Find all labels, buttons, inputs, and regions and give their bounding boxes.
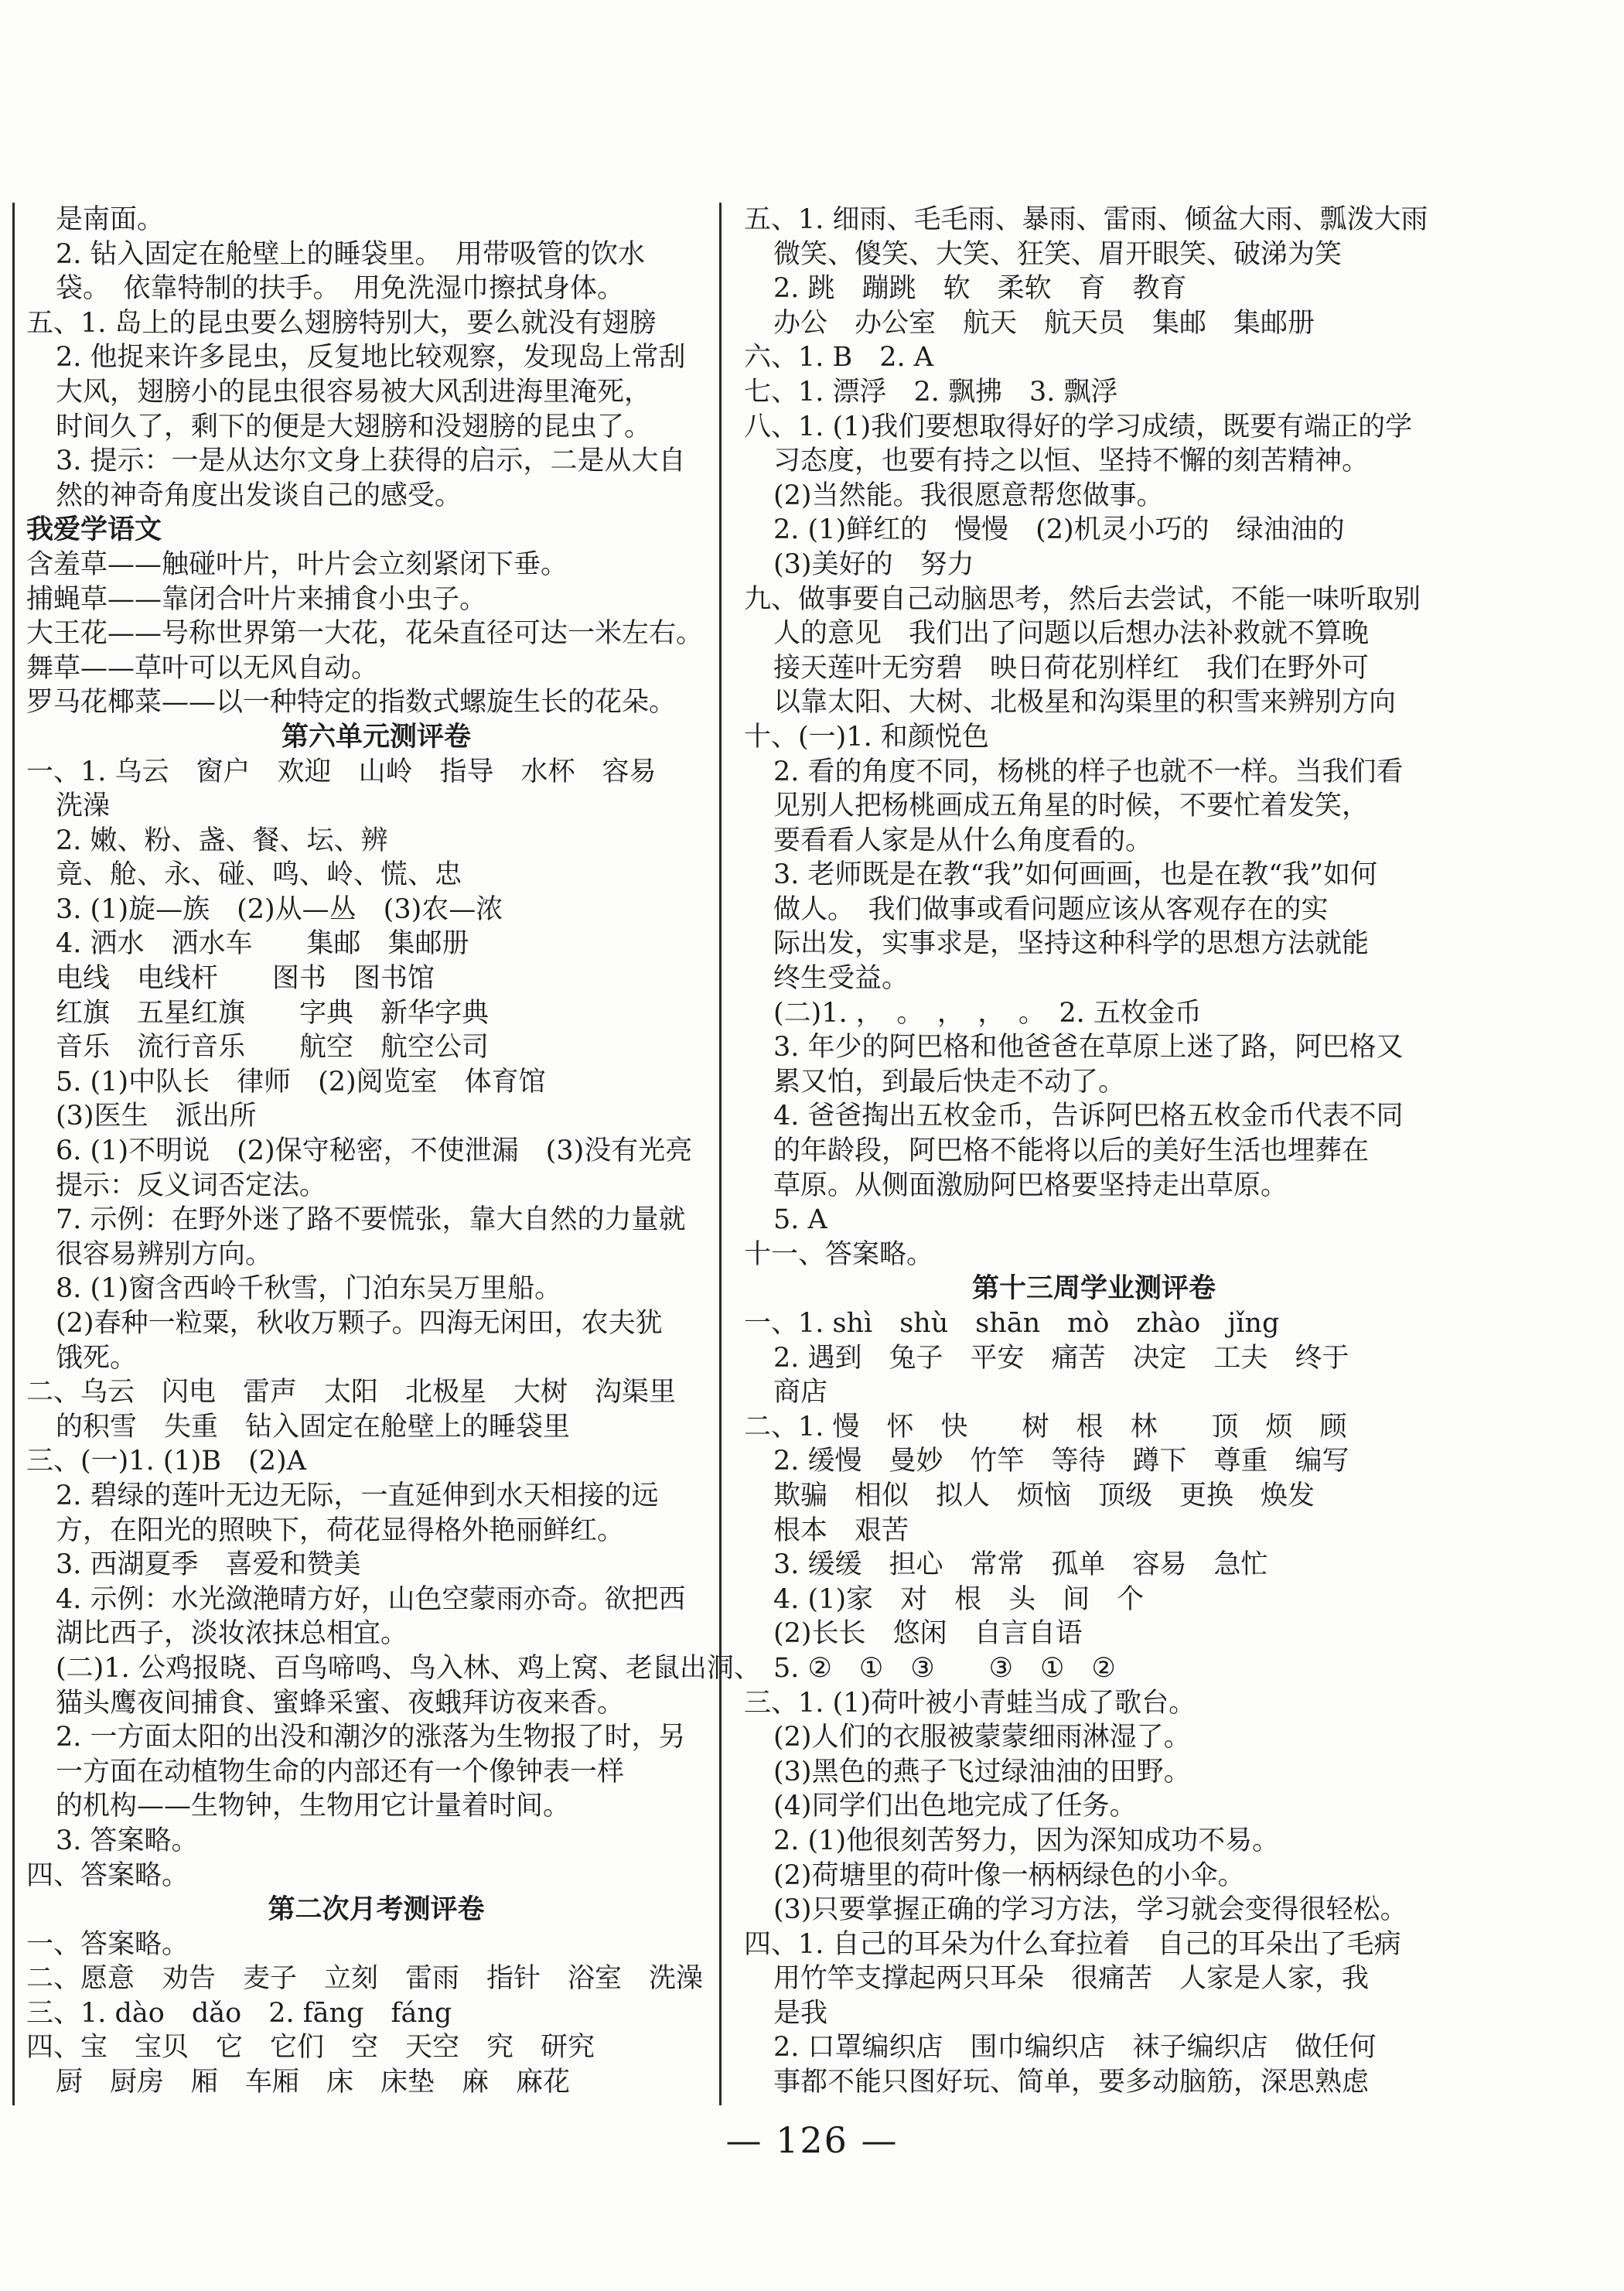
answer-line: (2)长长 悠闲 自言自语 — [773, 1618, 1083, 1650]
answer-line: 袋。 依靠特制的扶手。 用免洗湿巾擦拭身体。 — [56, 273, 625, 305]
answer-line: 累又怕，到最后快走不动了。 — [773, 1066, 1126, 1098]
answer-line: (二)1. 公鸡报晓、百鸟啼鸣、鸟入林、鸡上窝、老鼠出洞、 — [56, 1652, 761, 1684]
left-answer-column — [26, 203, 761, 2100]
answer-line: 十、(一)1. 和颜悦色 — [744, 721, 989, 753]
section-title: 第六单元测评卷 — [281, 720, 471, 753]
answer-line: 4. (1)家 对 根 头 间 个 — [773, 1583, 1145, 1615]
answer-line: 厨 厨房 厢 车厢 床 床垫 麻 麻花 — [56, 2067, 571, 2098]
answer-line: 的年龄段，阿巴格不能将以后的美好生活也埋葬在 — [773, 1135, 1370, 1167]
answer-line: 方，在阳光的照映下，荷花显得格外艳丽鲜红。 — [56, 1514, 625, 1546]
answer-line: 商店 — [773, 1377, 828, 1408]
answer-line: 三、1. (1)荷叶被小青蛙当成了歌台。 — [744, 1687, 1196, 1719]
answer-line: 四、宝 宝贝 它 它们 空 天空 究 研究 — [26, 2032, 595, 2064]
answer-line: 洗澡 — [56, 790, 111, 822]
answer-line: 很容易辨别方向。 — [56, 1238, 273, 1270]
answer-line: 五、1. 细雨、毛毛雨、暴雨、雷雨、倾盆大雨、瓢泼大雨 — [744, 204, 1428, 235]
answer-line: (4)同学们出色地完成了任务。 — [773, 1791, 1137, 1822]
right-answer-column — [744, 203, 1444, 2100]
answer-line: 3. (1)旋—族 (2)从—丛 (3)农—浓 — [56, 893, 503, 925]
answer-line: 用竹竿支撑起两只耳朵 很痛苦 人家是人家，我 — [773, 1963, 1370, 1995]
answer-line: 7. 示例：在野外迷了路不要慌张，靠大自然的力量就 — [56, 1204, 686, 1236]
answer-line: 以靠太阳、大树、北极星和沟渠里的积雪来辨别方向 — [773, 687, 1397, 719]
answer-line: 习态度，也要有持之以恒、坚持不懈的刻苦精神。 — [773, 446, 1370, 477]
answer-line: 5. A — [773, 1204, 827, 1236]
answer-line: 微笑、傻笑、大笑、狂笑、眉开眼笑、破涕为笑 — [773, 238, 1343, 270]
answer-line: 6. (1)不明说 (2)保守秘密，不使泄漏 (3)没有光亮 — [56, 1135, 693, 1167]
answer-line: 的积雪 失重 钻入固定在舱壁上的睡袋里 — [56, 1411, 571, 1443]
answer-line: 音乐 流行音乐 航空 航空公司 — [56, 1032, 490, 1064]
answer-line: 二、乌云 闪电 雷声 太阳 北极星 大树 沟渠里 — [26, 1377, 677, 1408]
answer-line: 四、1. 自己的耳朵为什么耷拉着 自己的耳朵出了毛病 — [744, 1928, 1401, 1960]
answer-line: 2. 跳 蹦跳 软 柔软 育 教育 — [773, 273, 1187, 305]
answer-line: 2. 嫩、粉、盏、餐、坛、辨 — [56, 825, 388, 856]
answer-line: 2. 碧绿的莲叶无边无际，一直延伸到水天相接的远 — [56, 1480, 659, 1511]
answer-line: 大王花——号称世界第一大花，花朵直径可达一米左右。 — [26, 618, 704, 650]
answer-line: 4. 示例：水光潋滟晴方好，山色空蒙雨亦奇。欲把西 — [56, 1583, 686, 1615]
answer-line: (3)美好的 努力 — [773, 548, 974, 580]
section-heading: 我爱学语文 — [26, 514, 162, 546]
answer-line: 接天莲叶无穷碧 映日荷花别样红 我们在野外可 — [773, 652, 1370, 684]
answer-line: 大风，翅膀小的昆虫很容易被大风刮进海里淹死， — [56, 376, 652, 408]
answer-line: 3. 答案略。 — [56, 1825, 199, 1856]
answer-line: 3. 年少的阿巴格和他爸爸在草原上迷了路，阿巴格又 — [773, 1032, 1404, 1064]
answer-line: 罗马花椰菜——以一种特定的指数式螺旋生长的花朵。 — [26, 687, 677, 719]
answer-line: (3)只要掌握正确的学习方法，学习就会变得很轻松。 — [773, 1894, 1407, 1926]
answer-line: 见别人把杨桃画成五角星的时候，不要忙着发笑， — [773, 790, 1370, 822]
answer-line: 时间久了，剩下的便是大翅膀和没翅膀的昆虫了。 — [56, 411, 652, 442]
answer-line: 2. 看的角度不同，杨桃的样子也就不一样。当我们看 — [773, 756, 1404, 787]
answer-line: 八、1. (1)我们要想取得好的学习成绩，既要有端正的学 — [744, 411, 1413, 442]
answer-line: 二、愿意 劝告 麦子 立刻 雷雨 指针 浴室 洗澡 — [26, 1963, 704, 1995]
answer-line: 5. ② ① ③ ③ ① ② — [773, 1652, 1116, 1684]
answer-line: 2. 钻入固定在舱壁上的睡袋里。 用带吸管的饮水 — [56, 238, 646, 270]
answer-line: 要看看人家是从什么角度看的。 — [773, 825, 1153, 856]
answer-line: 一、1. 乌云 窗户 欢迎 山岭 指导 水杯 容易 — [26, 756, 657, 787]
page-number: — 126 — — [725, 2119, 899, 2161]
answer-line: 终生受益。 — [773, 963, 909, 995]
answer-line: 2. (1)鲜红的 慢慢 (2)机灵小巧的 绿油油的 — [773, 514, 1345, 546]
answer-line: 一、1. shì shù shān mò zhào jǐng — [744, 1308, 1280, 1339]
answer-line: 然的神奇角度出发谈自己的感受。 — [56, 480, 462, 511]
answer-line: 的机构——生物钟，生物用它计量着时间。 — [56, 1791, 571, 1822]
answer-line: (二)1. ， 。 ， ， 。 2. 五枚金币 — [773, 997, 1202, 1029]
answer-line: 2. 口罩编织店 围巾编织店 袜子编织店 做任何 — [773, 2032, 1377, 2064]
answer-line: 4. 洒水 洒水车 集邮 集邮册 — [56, 928, 469, 960]
answer-line: 根本 艰苦 — [773, 1514, 909, 1546]
answer-line: 七、1. 漂浮 2. 飘拂 3. 飘浮 — [744, 376, 1118, 408]
answer-line: 2. 遇到 兔子 平安 痛苦 决定 工夫 终于 — [773, 1342, 1349, 1374]
answer-line: 8. (1)窗含西岭千秋雪，门泊东吴万里船。 — [56, 1273, 562, 1305]
answer-line: (2)当然能。我很愿意帮您做事。 — [773, 480, 1164, 511]
answer-line: 九、做事要自己动脑思考，然后去尝试，不能一味听取别 — [744, 583, 1421, 615]
answer-line: 4. 爸爸掏出五枚金币，告诉阿巴格五枚金币代表不同 — [773, 1101, 1404, 1132]
answer-line: 一、答案略。 — [26, 1928, 189, 1960]
answer-line: 电线 电线杆 图书 图书馆 — [56, 963, 435, 995]
answer-line: 捕蝇草——靠闭合叶片来捕食小虫子。 — [26, 583, 487, 615]
answer-line: 竟、舱、永、碰、鸣、岭、慌、忠 — [56, 859, 462, 891]
answer-line: 2. 缓慢 曼妙 竹竿 等待 蹲下 尊重 编写 — [773, 1446, 1349, 1477]
answer-line: 是南面。 — [56, 204, 165, 235]
answer-line: 十一、答案略。 — [744, 1238, 934, 1270]
answer-line: 事都不能只图好玩、简单，要多动脑筋，深思熟虑 — [773, 2067, 1370, 2098]
answer-line: (3)医生 派出所 — [56, 1101, 257, 1132]
answer-line: 含羞草——触碰叶片，叶片会立刻紧闭下垂。 — [26, 548, 568, 580]
answer-line: 做人。 我们做事或看问题应该从客观存在的实 — [773, 893, 1329, 925]
answer-line: (2)春种一粒粟，秋收万颗子。四海无闲田，农夫犹 — [56, 1308, 663, 1339]
answer-line: 际出发，实事求是，坚持这种科学的思想方法就能 — [773, 928, 1370, 960]
answer-line: 四、答案略。 — [26, 1859, 189, 1891]
answer-line: 2. 一方面太阳的出没和潮汐的涨落为生物报了时，另 — [56, 1722, 686, 1753]
left-margin-rule — [12, 203, 15, 2105]
answer-line: 人的意见 我们出了问题以后想办法补救就不算晚 — [773, 618, 1370, 650]
answer-line: 3. 西湖夏季 喜爱和赞美 — [56, 1549, 361, 1581]
answer-line: 5. (1)中队长 律师 (2)阅览室 体育馆 — [56, 1066, 546, 1098]
answer-line: 一方面在动植物生命的内部还有一个像钟表一样 — [56, 1756, 625, 1787]
section-title: 第十三周学业测评卷 — [971, 1272, 1216, 1305]
answer-line: 舞草——草叶可以无风自动。 — [26, 652, 379, 684]
answer-line: 提示：反义词否定法。 — [56, 1169, 327, 1201]
answer-line: (3)黑色的燕子飞过绿油油的田野。 — [773, 1756, 1191, 1787]
answer-line: 2. 他捉来许多昆虫，反复地比较观察，发现岛上常刮 — [56, 342, 686, 374]
section-title: 第二次月考测评卷 — [268, 1893, 485, 1926]
answer-line: 欺骗 相似 拟人 烦恼 顶级 更换 焕发 — [773, 1480, 1315, 1511]
answer-line: 六、1. B 2. A — [744, 342, 934, 374]
answer-line: 猫头鹰夜间捕食、蜜蜂采蜜、夜蛾拜访夜来香。 — [56, 1687, 625, 1719]
answer-line: 三、(一)1. (1)B (2)A — [26, 1446, 306, 1477]
answer-line: 草原。从侧面激励阿巴格要坚持走出草原。 — [773, 1169, 1288, 1201]
answer-line: 3. 缓缓 担心 常常 孤单 容易 急忙 — [773, 1549, 1268, 1581]
answer-line: 办公 办公室 航天 航天员 集邮 集邮册 — [773, 307, 1315, 339]
answer-line: 2. (1)他很刻苦努力，因为深知成功不易。 — [773, 1825, 1280, 1856]
answer-line: 红旗 五星红旗 字典 新华字典 — [56, 997, 490, 1029]
answer-line: (2)荷塘里的荷叶像一柄柄绿色的小伞。 — [773, 1859, 1245, 1891]
answer-line: 3. 提示：一是从达尔文身上获得的启示，二是从大自 — [56, 446, 686, 477]
answer-line: 是我 — [773, 1997, 828, 2029]
answer-line: 五、1. 岛上的昆虫要么翅膀特别大，要么就没有翅膀 — [26, 307, 657, 339]
answer-line: 湖比西子，淡妆浓抹总相宜。 — [56, 1618, 408, 1650]
answer-line: 三、1. dào dǎo 2. fāng fáng — [26, 1997, 452, 2029]
answer-line: 饿死。 — [56, 1342, 138, 1374]
answer-line: (2)人们的衣服被蒙蒙细雨淋湿了。 — [773, 1722, 1191, 1753]
answer-line: 3. 老师既是在教“我”如何画画，也是在教“我”如何 — [773, 859, 1378, 891]
answer-line: 二、1. 慢 怀 快 树 根 林 顶 烦 顾 — [744, 1411, 1347, 1443]
